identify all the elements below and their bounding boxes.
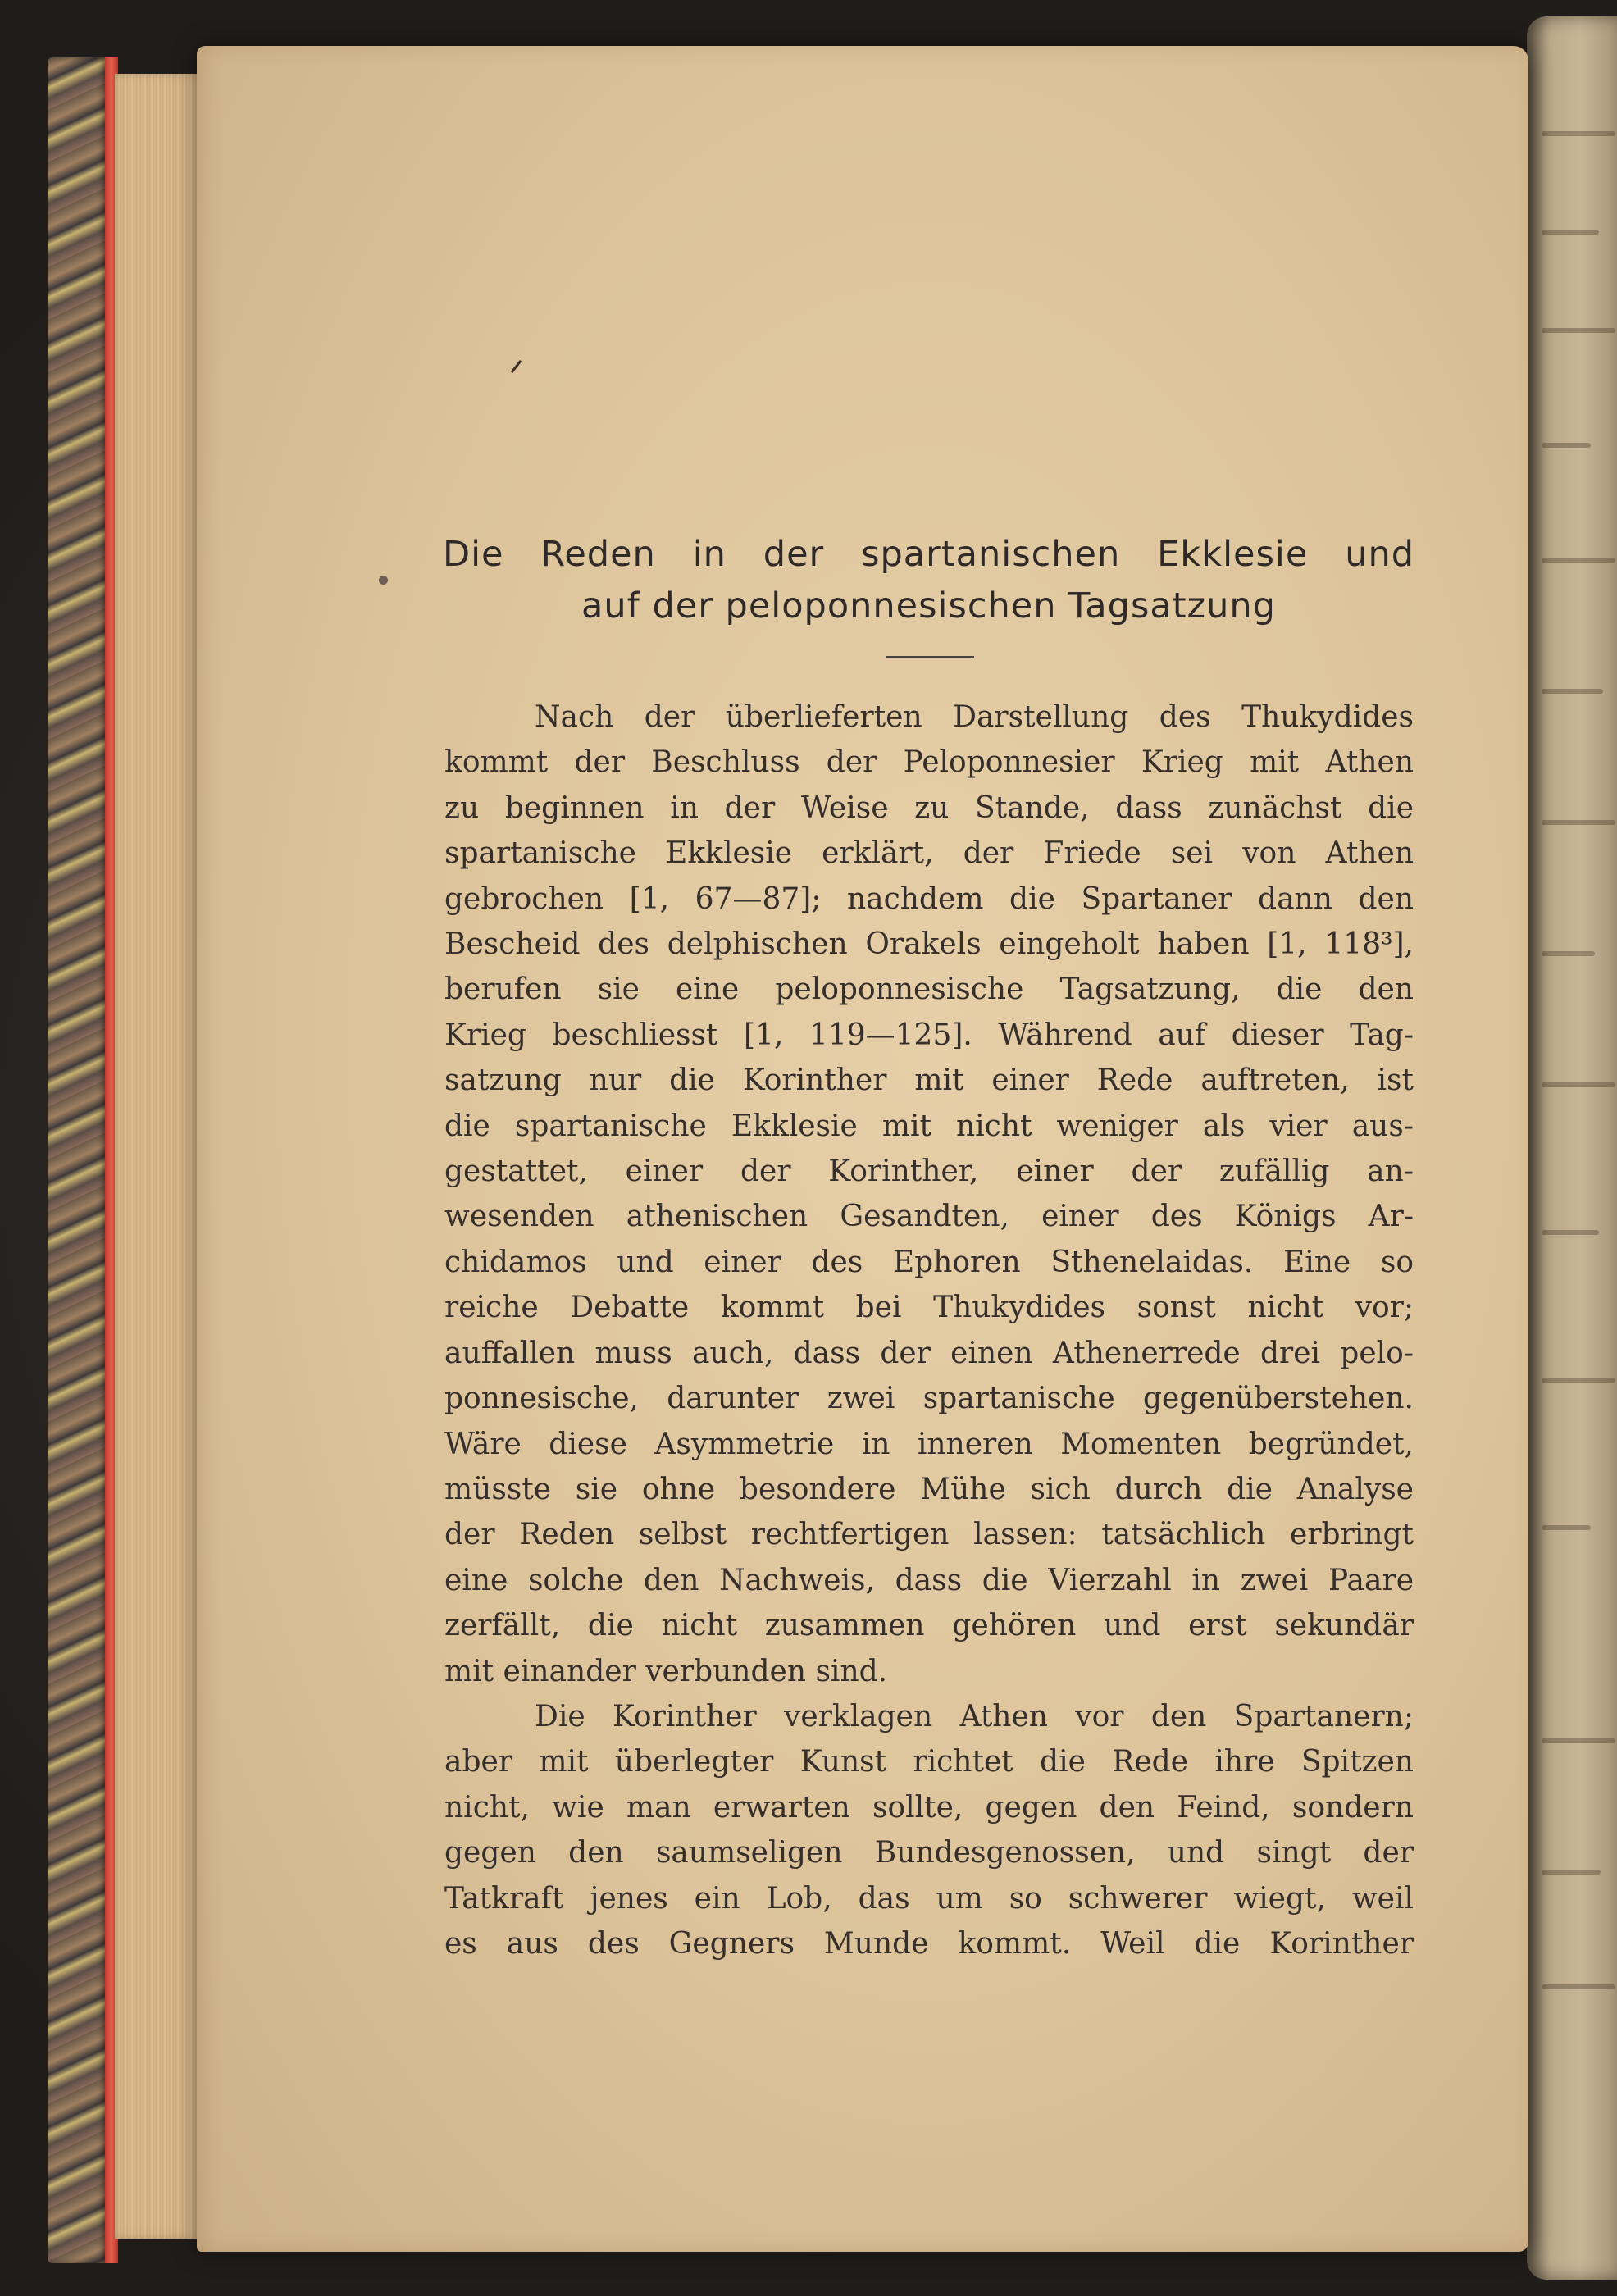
paragraph bbox=[444, 695, 1414, 1694]
text-line: Tatkraft jenes ein Lob, das um so schwerer wiegt, weil bbox=[444, 1881, 1414, 1916]
facing-page-text-trace bbox=[1542, 1738, 1615, 1743]
chapter-title-line: Die Reden in der spartanischen Ekklesie und bbox=[443, 534, 1414, 575]
body-text bbox=[444, 695, 1414, 1966]
text-line: spartanische Ekklesie erklärt, der Friede sei von Athen bbox=[444, 836, 1414, 871]
facing-page-text-trace bbox=[1542, 1525, 1591, 1530]
facing-page-text-trace bbox=[1542, 820, 1615, 825]
text-line: wesenden athenischen Gesandten, einer des Königs Ar- bbox=[444, 1200, 1414, 1234]
facing-page-text-trace bbox=[1542, 1230, 1599, 1235]
text-line: nicht, wie man erwarten sollte, gegen den Feind, sondern bbox=[444, 1790, 1414, 1824]
text-line: berufen sie eine peloponnesische Tagsatzung, die den bbox=[444, 973, 1414, 1007]
facing-page-text-trace bbox=[1542, 1378, 1615, 1383]
ink-dot bbox=[379, 576, 388, 585]
text-line: es aus des Gegners Munde kommt. Weil die Korinther bbox=[444, 1926, 1414, 1961]
text-line: gestattet, einer der Korinther, einer der zufällig an- bbox=[444, 1155, 1414, 1189]
chapter-title bbox=[443, 529, 1414, 632]
facing-page-text-trace bbox=[1542, 131, 1615, 136]
title-rule bbox=[886, 656, 974, 658]
text-line: satzung nur die Korinther mit einer Rede auftreten, ist bbox=[444, 1064, 1414, 1098]
text-line: Die Korinther verklagen Athen vor den Spartanern; bbox=[535, 1699, 1414, 1733]
text-line: gegen den saumseligen Bundesgenossen, und singt der bbox=[444, 1836, 1414, 1870]
facing-page-text-trace bbox=[1542, 558, 1615, 563]
chapter-title-line: auf der peloponnesischen Tagsatzung bbox=[581, 585, 1276, 626]
text-line: müsste sie ohne besondere Mühe sich durch die Analyse bbox=[444, 1472, 1414, 1506]
text-line: der Reden selbst rechtfertigen lassen: tatsächlich erbringt bbox=[444, 1518, 1414, 1552]
book-cover-edge bbox=[48, 57, 107, 2263]
text-line: die spartanische Ekklesie mit nicht weniger als vier aus- bbox=[444, 1109, 1414, 1143]
text-line: reiche Debatte kommt bei Thukydides sonst nicht vor; bbox=[444, 1291, 1414, 1325]
text-line: zu beginnen in der Weise zu Stande, dass zunächst die bbox=[444, 790, 1414, 825]
facing-page-text-trace bbox=[1542, 230, 1599, 235]
text-line: kommt der Beschluss der Peloponnesier Krieg mit Athen bbox=[444, 745, 1414, 780]
text-line: Nach der überlieferten Darstellung des Thukydides bbox=[535, 700, 1414, 734]
text-line: auffallen muss auch, dass der einen Athenerrede drei pelo- bbox=[444, 1336, 1414, 1370]
text-line: zerfällt, die nicht zusammen gehören und erst sekundär bbox=[444, 1609, 1414, 1643]
facing-page-text-trace bbox=[1542, 1870, 1601, 1875]
facing-page-text-trace bbox=[1542, 689, 1603, 694]
text-line: Bescheid des delphischen Orakels eingeholt haben [1, 118³], bbox=[444, 927, 1414, 962]
text-line: Wäre diese Asymmetrie in inneren Momenten begründet, bbox=[444, 1427, 1414, 1461]
text-line: chidamos und einer des Ephoren Sthenelaidas. Eine so bbox=[444, 1245, 1414, 1279]
facing-page-text-trace bbox=[1542, 951, 1595, 956]
text-line: gebrochen [1, 67—87]; nachdem die Spartaner dann den bbox=[444, 882, 1414, 916]
text-line: aber mit überlegter Kunst richtet die Rede ihre Spitzen bbox=[444, 1745, 1414, 1779]
text-line: Krieg beschliesst [1, 119—125]. Während auf dieser Tag- bbox=[444, 1018, 1414, 1052]
text-line: ponnesische, darunter zwei spartanische gegenüberstehen. bbox=[444, 1382, 1414, 1416]
facing-page bbox=[1527, 16, 1617, 2280]
facing-page-text-trace bbox=[1542, 1984, 1615, 1989]
paragraph bbox=[444, 1694, 1414, 1966]
facing-page-text-trace bbox=[1542, 443, 1591, 448]
facing-page-text-trace bbox=[1542, 1082, 1615, 1087]
text-line: eine solche den Nachweis, dass die Vierzahl in zwei Paare bbox=[444, 1563, 1414, 1597]
page-block-edge bbox=[115, 74, 205, 2239]
text-line: mit einander verbunden sind. bbox=[444, 1654, 888, 1688]
facing-page-text-trace bbox=[1542, 328, 1615, 333]
